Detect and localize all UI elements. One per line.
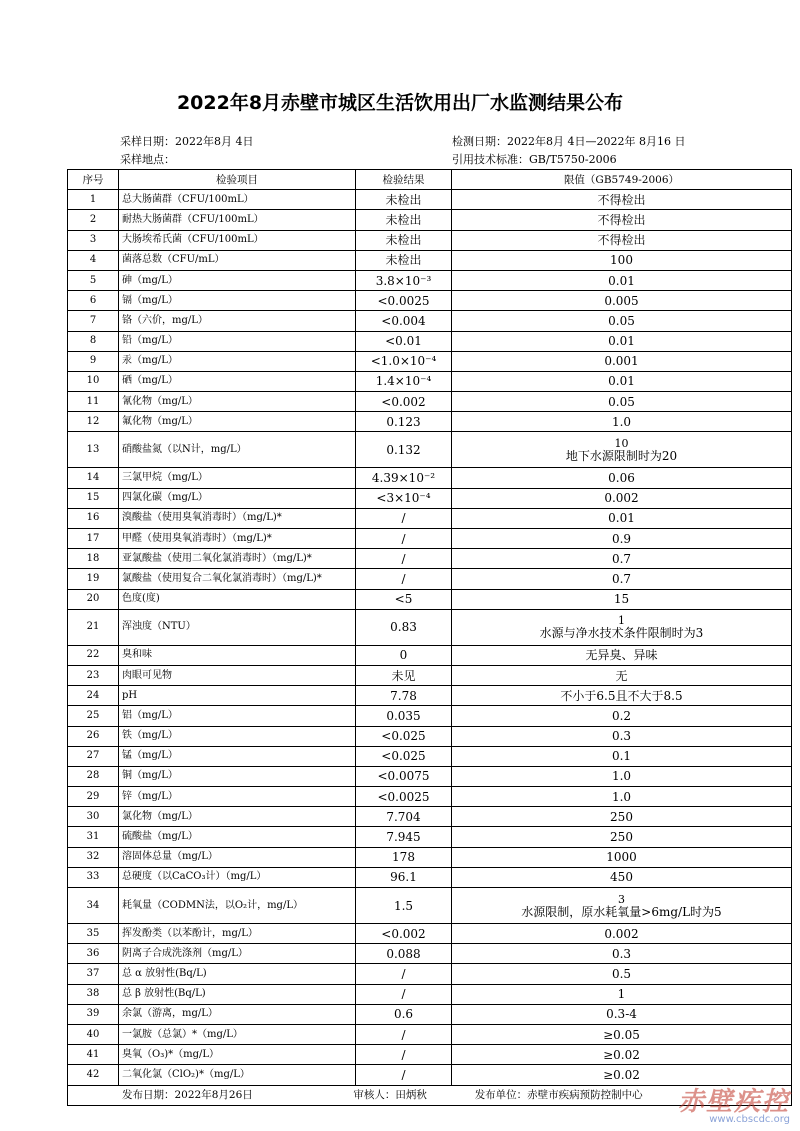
table-row: [68, 1004, 792, 1024]
row-item: 锰（mg/L）: [119, 746, 356, 766]
watermark-url: www.cbscdc.org: [709, 1114, 790, 1125]
row-no: 21: [68, 609, 119, 645]
row-no: 24: [68, 686, 119, 706]
row-no: 9: [68, 351, 119, 371]
row-limit: 0.06: [452, 468, 792, 488]
row-result: 未检出: [356, 190, 452, 210]
table-row: [68, 827, 792, 847]
table-row: [68, 432, 792, 468]
table-row: [68, 847, 792, 867]
row-item: 甲醛（使用臭氧消毒时）（mg/L)*: [119, 529, 356, 549]
row-result: <0.002: [356, 392, 452, 412]
row-limit: ≥0.02: [452, 1065, 792, 1085]
table-row: [68, 412, 792, 432]
row-limit: 1: [452, 984, 792, 1004]
row-item: 镉（mg/L）: [119, 291, 356, 311]
row-item: 溶固体总量（mg/L）: [119, 847, 356, 867]
row-no: 17: [68, 529, 119, 549]
row-item: 溴酸盐（使用臭氧消毒时）（mg/L)*: [119, 508, 356, 528]
row-no: 42: [68, 1065, 119, 1085]
table-row: [68, 787, 792, 807]
row-item: 阴离子合成洗涤剂（mg/L）: [119, 944, 356, 964]
row-limit: 0.002: [452, 488, 792, 508]
table-row: [68, 291, 792, 311]
row-limit: 不得检出: [452, 230, 792, 250]
sample-site: 采样地点：: [120, 153, 175, 166]
row-no: 1: [68, 190, 119, 210]
row-item: 氯酸盐（使用复合二氧化氯消毒时）（mg/L)*: [119, 569, 356, 589]
publish-date: 发布日期：2022年8月26日: [122, 1089, 253, 1102]
row-limit: 0.001: [452, 351, 792, 371]
row-result: 0.6: [356, 1004, 452, 1024]
row-no: 38: [68, 984, 119, 1004]
row-item: 氯化物（mg/L）: [119, 807, 356, 827]
row-result: <0.0075: [356, 766, 452, 786]
row-result: 7.78: [356, 686, 452, 706]
row-limit: 0.05: [452, 392, 792, 412]
row-limit: ≥0.05: [452, 1024, 792, 1044]
row-result: <0.025: [356, 746, 452, 766]
row-no: 23: [68, 665, 119, 685]
row-item: 氟化物（mg/L）: [119, 412, 356, 432]
row-no: 37: [68, 964, 119, 984]
row-no: 11: [68, 392, 119, 412]
row-no: 3: [68, 230, 119, 250]
table-row: [68, 964, 792, 984]
row-item: 铬（六价，mg/L）: [119, 311, 356, 331]
row-item: pH: [119, 686, 356, 706]
row-limit: 0.7: [452, 549, 792, 569]
row-item: 菌落总数（CFU/mL）: [119, 250, 356, 270]
row-result: 未检出: [356, 230, 452, 250]
row-limit: 0.01: [452, 270, 792, 290]
row-limit: 0.1: [452, 746, 792, 766]
row-no: 13: [68, 432, 119, 468]
row-result: 0.035: [356, 706, 452, 726]
row-limit: 15: [452, 589, 792, 609]
row-result: 0.132: [356, 432, 452, 468]
table-row: [68, 746, 792, 766]
row-item: 肉眼可见物: [119, 665, 356, 685]
row-no: 4: [68, 250, 119, 270]
row-result: <3×10⁻⁴: [356, 488, 452, 508]
row-result: 4.39×10⁻²: [356, 468, 452, 488]
row-no: 18: [68, 549, 119, 569]
row-no: 28: [68, 766, 119, 786]
row-limit: 不小于6.5且不大于8.5: [452, 686, 792, 706]
row-limit: ≥0.02: [452, 1045, 792, 1065]
row-limit: 0.5: [452, 964, 792, 984]
row-no: 27: [68, 746, 119, 766]
table-row: [68, 589, 792, 609]
row-result: /: [356, 984, 452, 1004]
row-no: 33: [68, 867, 119, 887]
table-row: [68, 190, 792, 210]
row-no: 8: [68, 331, 119, 351]
row-no: 31: [68, 827, 119, 847]
row-result: <0.0025: [356, 291, 452, 311]
row-limit: 0.2: [452, 706, 792, 726]
row-limit: [452, 888, 792, 924]
row-item: 亚氯酸盐（使用二氧化氯消毒时）（mg/L)*: [119, 549, 356, 569]
table-header-row: [68, 170, 792, 190]
row-no: 40: [68, 1024, 119, 1044]
row-item: 硝酸盐氮（以N计，mg/L）: [119, 432, 356, 468]
row-item: 总 α 放射性(Bq/L): [119, 964, 356, 984]
row-result: /: [356, 1045, 452, 1065]
row-no: 14: [68, 468, 119, 488]
row-no: 12: [68, 412, 119, 432]
row-no: 2: [68, 210, 119, 230]
row-limit: 0.01: [452, 508, 792, 528]
results-table: [67, 169, 792, 1106]
test-date: 检测日期：2022年8月 4日—2022年 8月16 日: [452, 135, 686, 148]
reviewer: 审核人：田炳秋: [353, 1089, 427, 1102]
row-result: /: [356, 964, 452, 984]
row-no: 39: [68, 1004, 119, 1024]
table-row: [68, 569, 792, 589]
row-no: 5: [68, 270, 119, 290]
table-row: [68, 645, 792, 665]
row-result: 1.4×10⁻⁴: [356, 371, 452, 391]
table-row: [68, 665, 792, 685]
row-no: 35: [68, 924, 119, 944]
row-result: 0.83: [356, 609, 452, 645]
row-limit: 250: [452, 807, 792, 827]
row-limit: 0.3-4: [452, 1004, 792, 1024]
row-limit: 无: [452, 665, 792, 685]
row-limit: 1.0: [452, 787, 792, 807]
row-no: 19: [68, 569, 119, 589]
row-no: 34: [68, 888, 119, 924]
row-result: /: [356, 508, 452, 528]
row-result: /: [356, 1024, 452, 1044]
row-item: 铜（mg/L）: [119, 766, 356, 786]
table-row: [68, 468, 792, 488]
row-limit: 0.3: [452, 944, 792, 964]
row-limit-note: 地下水源限制时为20: [565, 448, 678, 463]
row-result: 未检出: [356, 250, 452, 270]
row-no: 6: [68, 291, 119, 311]
row-limit: 250: [452, 827, 792, 847]
row-result: <0.004: [356, 311, 452, 331]
row-limit-value: 3: [618, 892, 625, 906]
table-row: [68, 984, 792, 1004]
row-limit-value: 1: [618, 614, 625, 628]
table-row: [68, 924, 792, 944]
row-item: 挥发酚类（以苯酚计，mg/L）: [119, 924, 356, 944]
row-result: 7.704: [356, 807, 452, 827]
row-item: 铝（mg/L）: [119, 706, 356, 726]
table-row: [68, 549, 792, 569]
row-item: 臭和味: [119, 645, 356, 665]
row-item: 硒（mg/L）: [119, 371, 356, 391]
row-limit: 0.9: [452, 529, 792, 549]
watermark-logo: [678, 1081, 790, 1125]
row-limit: 100: [452, 250, 792, 270]
row-result: 3.8×10⁻³: [356, 270, 452, 290]
table-row: [68, 230, 792, 250]
row-result: 96.1: [356, 867, 452, 887]
table-row: [68, 392, 792, 412]
page-title: 2022年8月赤壁市城区生活饮用出厂水监测结果公布: [176, 92, 624, 114]
row-no: 26: [68, 726, 119, 746]
table-row: [68, 686, 792, 706]
row-limit: 1000: [452, 847, 792, 867]
table-row: [68, 210, 792, 230]
row-limit: 0.005: [452, 291, 792, 311]
row-item: 耐热大肠菌群（CFU/100mL）: [119, 210, 356, 230]
header-limit: 限值（GB5749-2006）: [452, 170, 792, 190]
row-no: 7: [68, 311, 119, 331]
row-item: 总硬度（以CaCO₃计）（mg/L）: [119, 867, 356, 887]
row-no: 41: [68, 1045, 119, 1065]
table-row: [68, 488, 792, 508]
row-result: /: [356, 529, 452, 549]
row-no: 25: [68, 706, 119, 726]
row-result: 0.088: [356, 944, 452, 964]
table-row: [68, 726, 792, 746]
row-result: /: [356, 1065, 452, 1085]
row-result: <5: [356, 589, 452, 609]
row-result: <0.0025: [356, 787, 452, 807]
table-row: [68, 250, 792, 270]
row-result: 未见: [356, 665, 452, 685]
table-row: [68, 766, 792, 786]
row-limit: 无异臭、异味: [452, 645, 792, 665]
row-no: 29: [68, 787, 119, 807]
row-limit: 0.05: [452, 311, 792, 331]
row-result: <0.002: [356, 924, 452, 944]
row-limit: 0.01: [452, 331, 792, 351]
row-item: 汞（mg/L）: [119, 351, 356, 371]
row-result: <0.01: [356, 331, 452, 351]
row-no: 22: [68, 645, 119, 665]
technical-standard: 引用技术标准：GB/T5750-2006: [452, 153, 617, 166]
row-limit: 0.002: [452, 924, 792, 944]
row-limit-note: 水源与净水技术条件限制时为3: [539, 626, 704, 641]
row-limit: 不得检出: [452, 210, 792, 230]
row-result: 178: [356, 847, 452, 867]
row-item: 砷（mg/L）: [119, 270, 356, 290]
watermark-logo-text: 赤壁疾控: [677, 1087, 790, 1117]
row-result: 0: [356, 645, 452, 665]
row-result: /: [356, 549, 452, 569]
row-limit: 450: [452, 867, 792, 887]
table-row: [68, 351, 792, 371]
header-result: 检验结果: [356, 170, 452, 190]
row-item: 浑浊度（NTU）: [119, 609, 356, 645]
row-item: 一氯胺（总氯）*（mg/L）: [119, 1024, 356, 1044]
table-row: [68, 1045, 792, 1065]
table-row: [68, 1024, 792, 1044]
row-item: 铅（mg/L）: [119, 331, 356, 351]
row-item: 耗氧量（CODMN法，以O₂计，mg/L）: [119, 888, 356, 924]
row-limit: 0.01: [452, 371, 792, 391]
row-result: <1.0×10⁻⁴: [356, 351, 452, 371]
row-limit: 0.7: [452, 569, 792, 589]
row-result: /: [356, 569, 452, 589]
row-item: 三氯甲烷（mg/L）: [119, 468, 356, 488]
row-item: 锌（mg/L）: [119, 787, 356, 807]
table-row: [68, 331, 792, 351]
row-limit: [452, 609, 792, 645]
row-no: 10: [68, 371, 119, 391]
row-limit: [452, 432, 792, 468]
row-item: 余氯（游离，mg/L）: [119, 1004, 356, 1024]
row-limit: 1.0: [452, 412, 792, 432]
row-no: 15: [68, 488, 119, 508]
row-item: 四氯化碳（mg/L）: [119, 488, 356, 508]
table-row: [68, 888, 792, 924]
header-no: 序号: [68, 170, 119, 190]
row-result: <0.025: [356, 726, 452, 746]
row-no: 36: [68, 944, 119, 964]
row-no: 20: [68, 589, 119, 609]
table-row: [68, 270, 792, 290]
table-row: [68, 609, 792, 645]
row-limit: 0.3: [452, 726, 792, 746]
sample-date: 采样日期：2022年8月 4日: [120, 135, 254, 148]
table-body: [68, 190, 792, 1085]
table-row: [68, 706, 792, 726]
table-row: [68, 944, 792, 964]
table-row: [68, 529, 792, 549]
row-result: 0.123: [356, 412, 452, 432]
table-row: [68, 867, 792, 887]
row-item: 二氧化氯（ClO₂)*（mg/L）: [119, 1065, 356, 1085]
row-item: 色度(度): [119, 589, 356, 609]
row-item: 总 β 放射性(Bq/L): [119, 984, 356, 1004]
row-result: 1.5: [356, 888, 452, 924]
row-item: 总大肠菌群（CFU/100mL）: [119, 190, 356, 210]
publisher: 发布单位：赤壁市疾病预防控制中心: [474, 1089, 643, 1102]
row-limit-value: 10: [614, 436, 629, 450]
row-limit: 不得检出: [452, 190, 792, 210]
row-item: 臭氧（O₃)*（mg/L）: [119, 1045, 356, 1065]
row-no: 32: [68, 847, 119, 867]
row-item: 铁（mg/L）: [119, 726, 356, 746]
row-no: 16: [68, 508, 119, 528]
row-item: 硫酸盐（mg/L）: [119, 827, 356, 847]
row-limit: 1.0: [452, 766, 792, 786]
row-item: 氰化物（mg/L）: [119, 392, 356, 412]
row-limit-note: 水源限制，原水耗氧量>6mg/L时为5: [521, 904, 722, 919]
row-no: 30: [68, 807, 119, 827]
table-row: [68, 311, 792, 331]
table-row: [68, 807, 792, 827]
table-row: [68, 508, 792, 528]
header-item: 检验项目: [119, 170, 356, 190]
table-row: [68, 371, 792, 391]
row-result: 未检出: [356, 210, 452, 230]
row-item: 大肠埃希氏菌（CFU/100mL）: [119, 230, 356, 250]
row-result: 7.945: [356, 827, 452, 847]
